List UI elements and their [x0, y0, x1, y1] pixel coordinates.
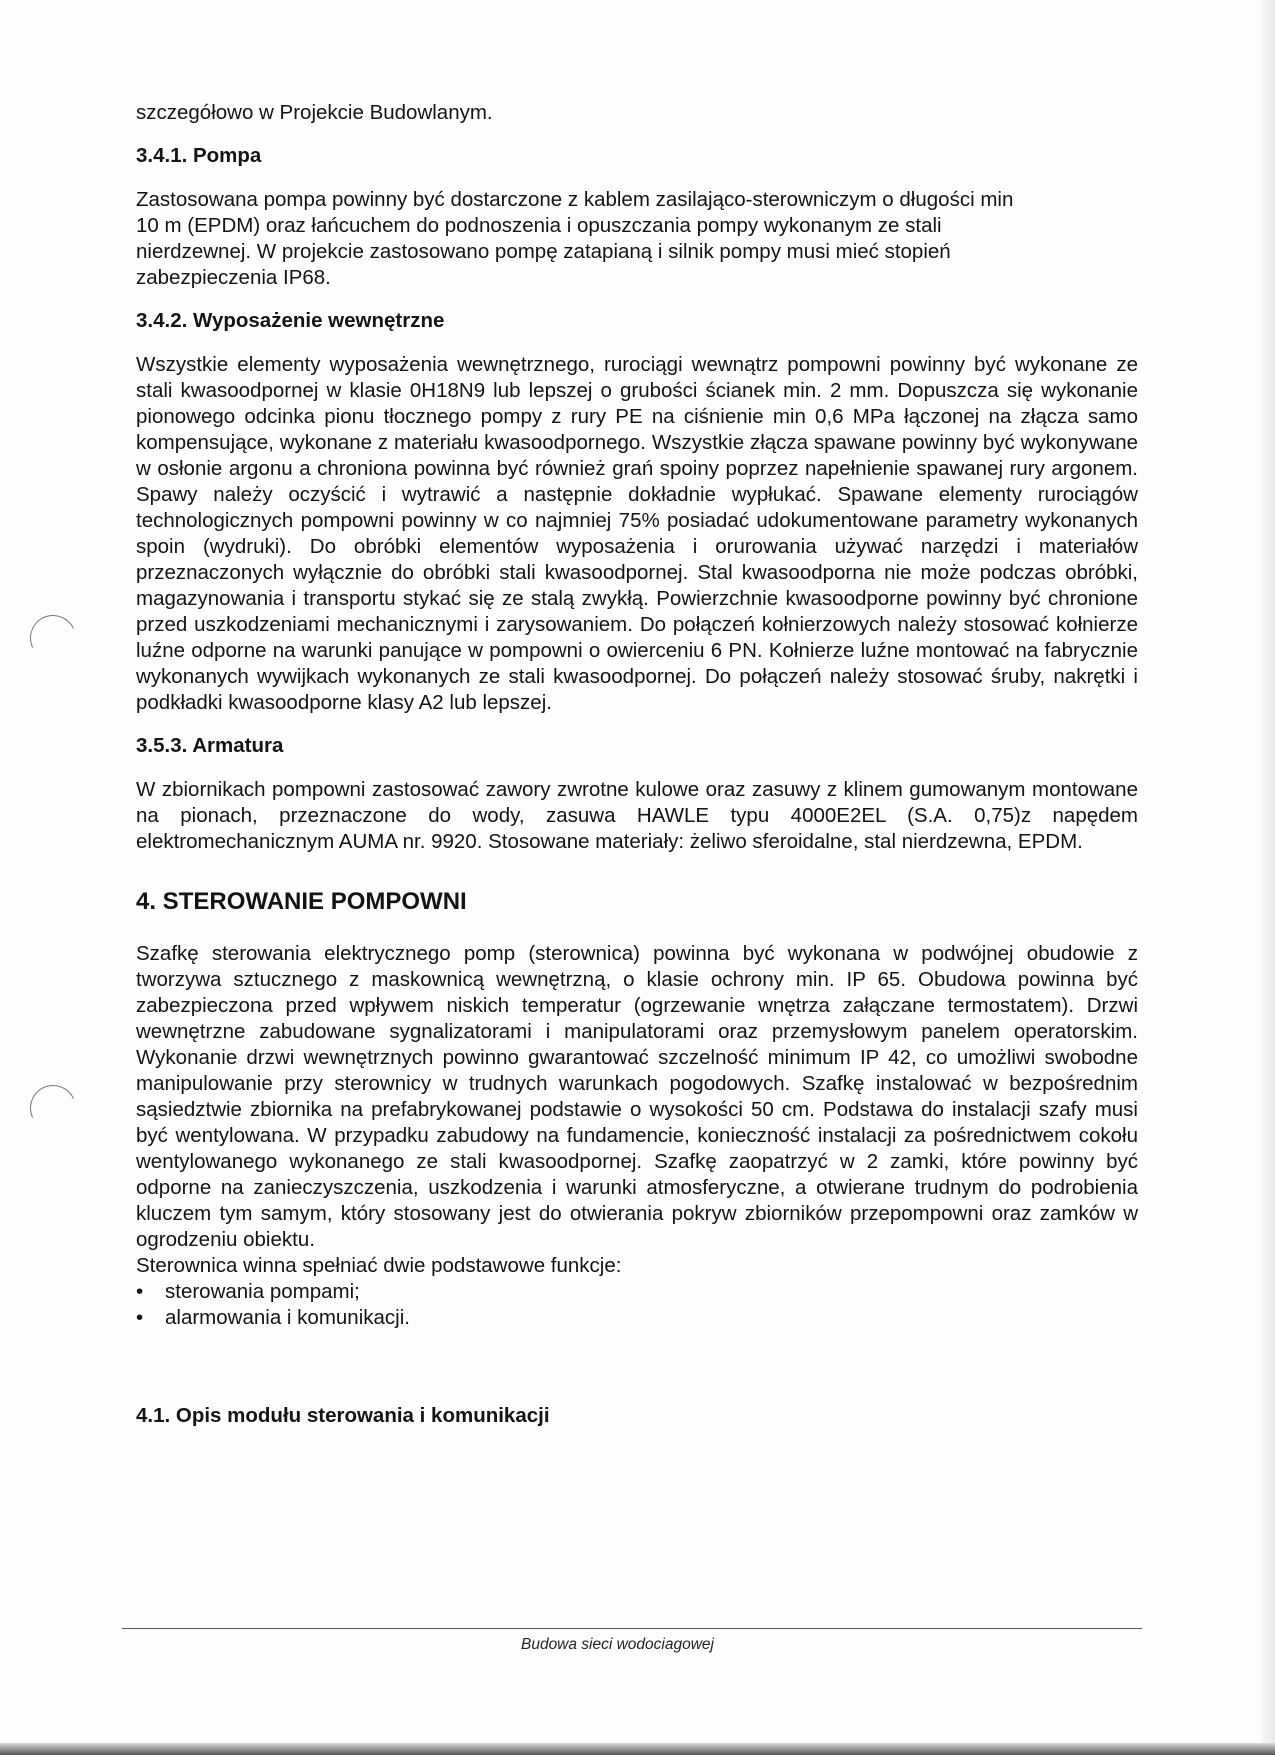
- bullet-icon: •: [136, 1306, 144, 1329]
- paragraph-armatura: W zbiornikach pompowni zastosować zawory zwrotne kulowe oraz zasuwy z klinem gumowanym montowane na pionach, przeznaczone do wody, zasuwa HAWLE typu 4000E2EL (S.A. 0,75)z napędem elektromechanicznym AUMA nr. 9920. Stosowane materiały: żeliwo sferoidalne, stal nierdzewna, EPDM.: [136, 778, 1138, 853]
- paragraph-line: 10 m (EPDM) oraz łańcuchem do podnoszenia i opuszczania pompy wykonanym ze stali: [136, 214, 942, 237]
- paragraph-pompa: [136, 187, 1138, 291]
- functions-intro: Sterownica winna spełniać dwie podstawowe funkcje:: [136, 1254, 622, 1277]
- list-item-text: sterowania pompami;: [165, 1280, 360, 1303]
- punch-hole-mark: [24, 609, 83, 668]
- paragraph-line: Zastosowana pompa powinny być dostarczone z kablem zasilająco-sterowniczym o długości min: [136, 188, 1014, 211]
- intro-line: szczegółowo w Projekcie Budowlanym.: [136, 101, 493, 124]
- punch-hole-mark: [24, 1079, 83, 1138]
- heading-sterowanie: 4. STEROWANIE POMPOWNI: [136, 888, 467, 915]
- paragraph-line: nierdzewnej. W projekcie zastosowano pompę zatapianą i silnik pompy musi mieć stopień: [136, 240, 951, 263]
- paragraph-sterowanie: Szafkę sterowania elektrycznego pomp (sterownica) powinna być wykonana w podwójnej obudowie z tworzywa sztucznego z maskownicą wewnętrzną, o klasie ochrony min. IP 65. Obudowa powinna być zabezpieczona przed wpływem niskich temperatur (ogrzewanie wnętrza załączane termostatem). Drzwi wewnętrzne zabudowane sygnalizatorami i manipulatorami oraz przemysłowym panelem operatorskim. Wykonanie drzwi wewnętrznych powinno gwarantować szczelność minimum IP 42, co umożliwi swobodne manipulowanie przy sterownicy w trudnych warunkach pogodowych. Szafkę instalować w bezpośrednim sąsiedztwie zbiornika na prefabrykowanej podstawie o wysokości 50 cm. Podstawa do instalacji szafy musi być wentylowana. W przypadku zabudowy na fundamencie, konieczność instalacji za pośrednictwem cokołu wentylowanego wykonanego ze stali kwasoodpornej. Szafkę zaopatrzyć w 2 zamki, które powinny być odporne na zanieczyszczenia, uszkodzenia i warunki atmosferyczne, a otwierane trudnym do podrobienia kluczem tym samym, który stosowany jest do otwierania pokryw zbiorników przepompowni oraz zamków w ogrodzeniu obiektu.: [136, 942, 1138, 1251]
- heading-pompa: 3.4.1. Pompa: [136, 144, 262, 167]
- footer-title: Budowa sieci wodociagowej: [520, 1636, 714, 1653]
- list-item-text: alarmowania i komunikacji.: [165, 1306, 410, 1329]
- bullet-icon: •: [136, 1280, 144, 1303]
- paragraph-wyposazenie: Wszystkie elementy wyposażenia wewnętrznego, rurociągi wewnątrz pompowni powinny być wykonane ze stali kwasoodpornej w klasie 0H18N9 lub lepszej o grubości ścianek min. 2 mm. Dopuszcza się wykonanie pionowego odcinka pionu tłocznego pompy z rury PE na ciśnienie min 0,6 MPa łączonej na złącza samo kompensujące, wykonane z materiału kwasoodpornego. Wszystkie złącza spawane powinny być wykonywane w osłonie argonu a chroniona powinna być również grań spoiny poprzez napełnienie spawanej rury argonem. Spawy należy oczyścić i wytrawić a następnie dokładnie wypłukać. Spawane elementy rurociągów technologicznych pompowni powinny w co najmniej 75% posiadać udokumentowane parametry wykonanych spoin (wydruki). Do obróbki elementów wyposażenia i orurowania używać narzędzi i materiałów przeznaczonych wyłącznie do obróbki stali kwasoodpornej. Stal kwasoodporna nie może podczas obróbki, magazynowania i transportu stykać się ze stalą zwykłą. Powierzchnie kwasoodporne powinny być chronione przed uszkodzeniami mechanicznymi i zarysowaniem. Do połączeń kołnierzowych należy stosować kołnierze luźne odporne na warunki panujące w pompowni o owierceniu 6 PN. Kołnierze luźne montować na fabrycznie wykonanych wywijkach wykonanych ze stali kwasoodpornej. Do połączeń należy stosować śruby, nakrętki i podkładki kwasoodporne klasy A2 lub lepszej.: [136, 353, 1138, 714]
- footer-divider: [122, 1628, 1142, 1629]
- page-content: [136, 100, 1138, 1429]
- heading-wyposazenie: 3.4.2. Wyposażenie wewnętrzne: [136, 309, 445, 332]
- heading-armatura: 3.5.3. Armatura: [136, 734, 284, 757]
- list-item: [136, 1305, 1138, 1331]
- list-item: [136, 1279, 1138, 1305]
- heading-opis-modulu: 4.1. Opis modułu sterowania i komunikacji: [136, 1404, 550, 1427]
- page-right-edge: [1261, 0, 1275, 1755]
- paragraph-line: zabezpieczenia IP68.: [136, 266, 331, 289]
- page-bottom-edge: [0, 1743, 1275, 1755]
- functions-list: [136, 1279, 1138, 1331]
